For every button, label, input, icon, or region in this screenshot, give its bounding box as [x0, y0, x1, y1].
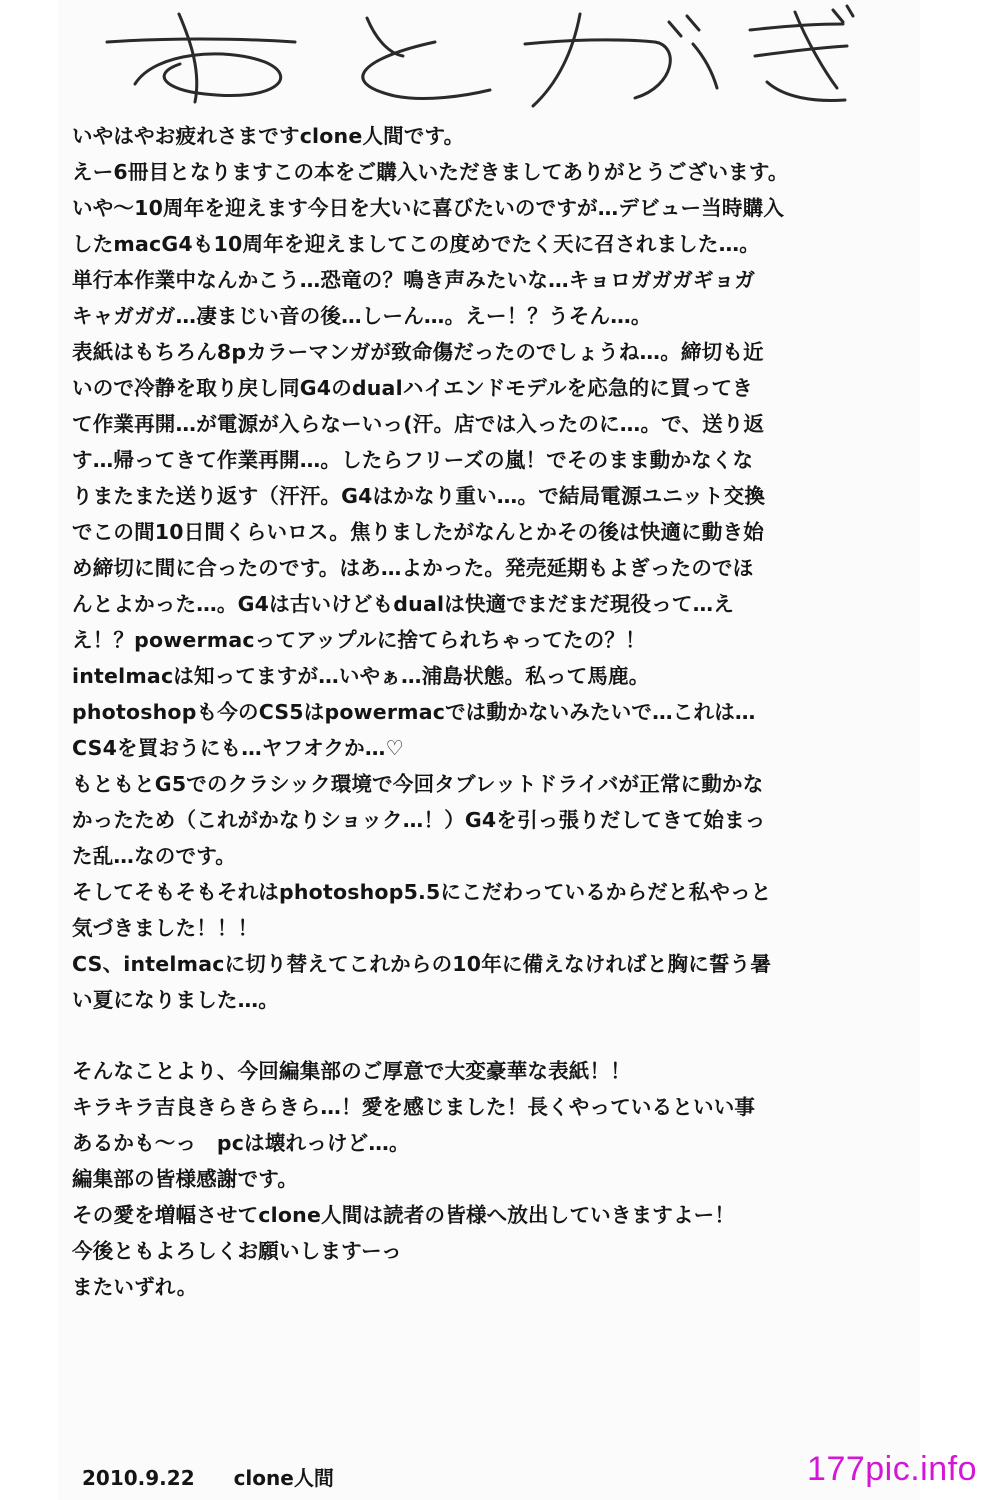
text-line: あるかも～っ pcは壊れっけど…。	[72, 1131, 410, 1155]
text-line: CS4を買おうにも…ヤフオクか…♡	[72, 736, 405, 760]
text-line: その愛を増幅させてclone人間は読者の皆様へ放出していきますよー！	[72, 1203, 736, 1227]
text-line: intelmacは知ってますが…いやぁ…浦島状態。私って馬鹿。	[72, 664, 650, 688]
text-line: す…帰ってきて作業再開…。したらフリーズの嵐！でそのまま動かなくな	[72, 448, 754, 472]
signature-date: 2010.9.22	[82, 1466, 195, 1490]
signature-name: clone人間	[233, 1466, 334, 1490]
text-line: え！？powermacってアップルに捨てられちゃってたの？！	[72, 628, 646, 652]
text-line: た乱…なのです。	[72, 844, 236, 868]
text-line: て作業再開…が電源が入らなーいっ(汗。店では入ったのに…。で、送り返	[72, 412, 765, 436]
signature	[82, 1462, 334, 1494]
afterword-body	[72, 118, 920, 1305]
blank-line	[72, 1018, 920, 1053]
handwritten-title	[95, 2, 855, 114]
text-line: そんなことより、今回編集部のご厚意で大変豪華な表紙！！	[72, 1059, 631, 1083]
text-line: キラキラ吉良きらきらきら…！愛を感じました！長くやっているといい事	[72, 1095, 756, 1119]
text-line: 気づきました！！！	[72, 916, 259, 940]
text-line: 単行本作業中なんかこう…恐竜の？鳴き声みたいな…キョロガガガギョガ	[72, 268, 756, 292]
text-line: め締切に間に合ったのです。はあ…よかった。発売延期もよぎったのでほ	[72, 556, 754, 580]
text-line: いや～10周年を迎えます今日を大いに喜びたいのですが…デビュー当時購入	[72, 196, 785, 220]
text-line: CS、intelmacに切り替えてこれからの10年に備えなければと胸に誓う暑	[72, 952, 772, 976]
text-line: 表紙はもちろん8pカラーマンガが致命傷だったのでしょうね…。締切も近	[72, 340, 764, 364]
text-line: もともとG5でのクラシック環境で今回タブレットドライバが正常に動かな	[72, 772, 764, 796]
text-line: でこの間10日間くらいロス。焦りましたがなんとかその後は快適に動き始	[72, 520, 764, 544]
text-line: かったため（これがかなりショック…！）G4を引っ張りだしてきて始まっ	[72, 808, 766, 832]
text-line: photoshopも今のCS5はpowermacでは動かないみたいで…これは…	[72, 700, 756, 724]
text-line: キャガガガ…凄まじい音の後…しーん…。えー！？うそん…。	[72, 304, 652, 328]
text-line: えー6冊目となりますこの本をご購入いただきましてありがとうございます。	[72, 160, 789, 184]
text-line: い夏になりました…。	[72, 988, 279, 1012]
text-line: りまたまた送り返す（汗汗。G4はかなり重い…。で結局電源ユニット交換	[72, 484, 766, 508]
text-line: またいずれ。	[72, 1275, 198, 1299]
text-line: そしてそもそもそれはphotoshop5.5にこだわっているからだと私やっと	[72, 880, 772, 904]
text-line: 今後ともよろしくお願いしますーっ	[72, 1239, 402, 1263]
text-line: したmacG4も10周年を迎えましてこの度めでたく天に召されました…。	[72, 232, 760, 256]
text-line: いやはやお疲れさまですclone人間です。	[72, 124, 465, 148]
text-line: いので冷静を取り戻し同G4のdualハイエンドモデルを応急的に買ってき	[72, 376, 753, 400]
text-line: 編集部の皆様感謝です。	[72, 1167, 299, 1191]
text-line: んとよかった…。G4は古いけどもdualは快適でまだまだ現役って…え	[72, 592, 735, 616]
watermark: 177pic.info	[807, 1450, 977, 1488]
